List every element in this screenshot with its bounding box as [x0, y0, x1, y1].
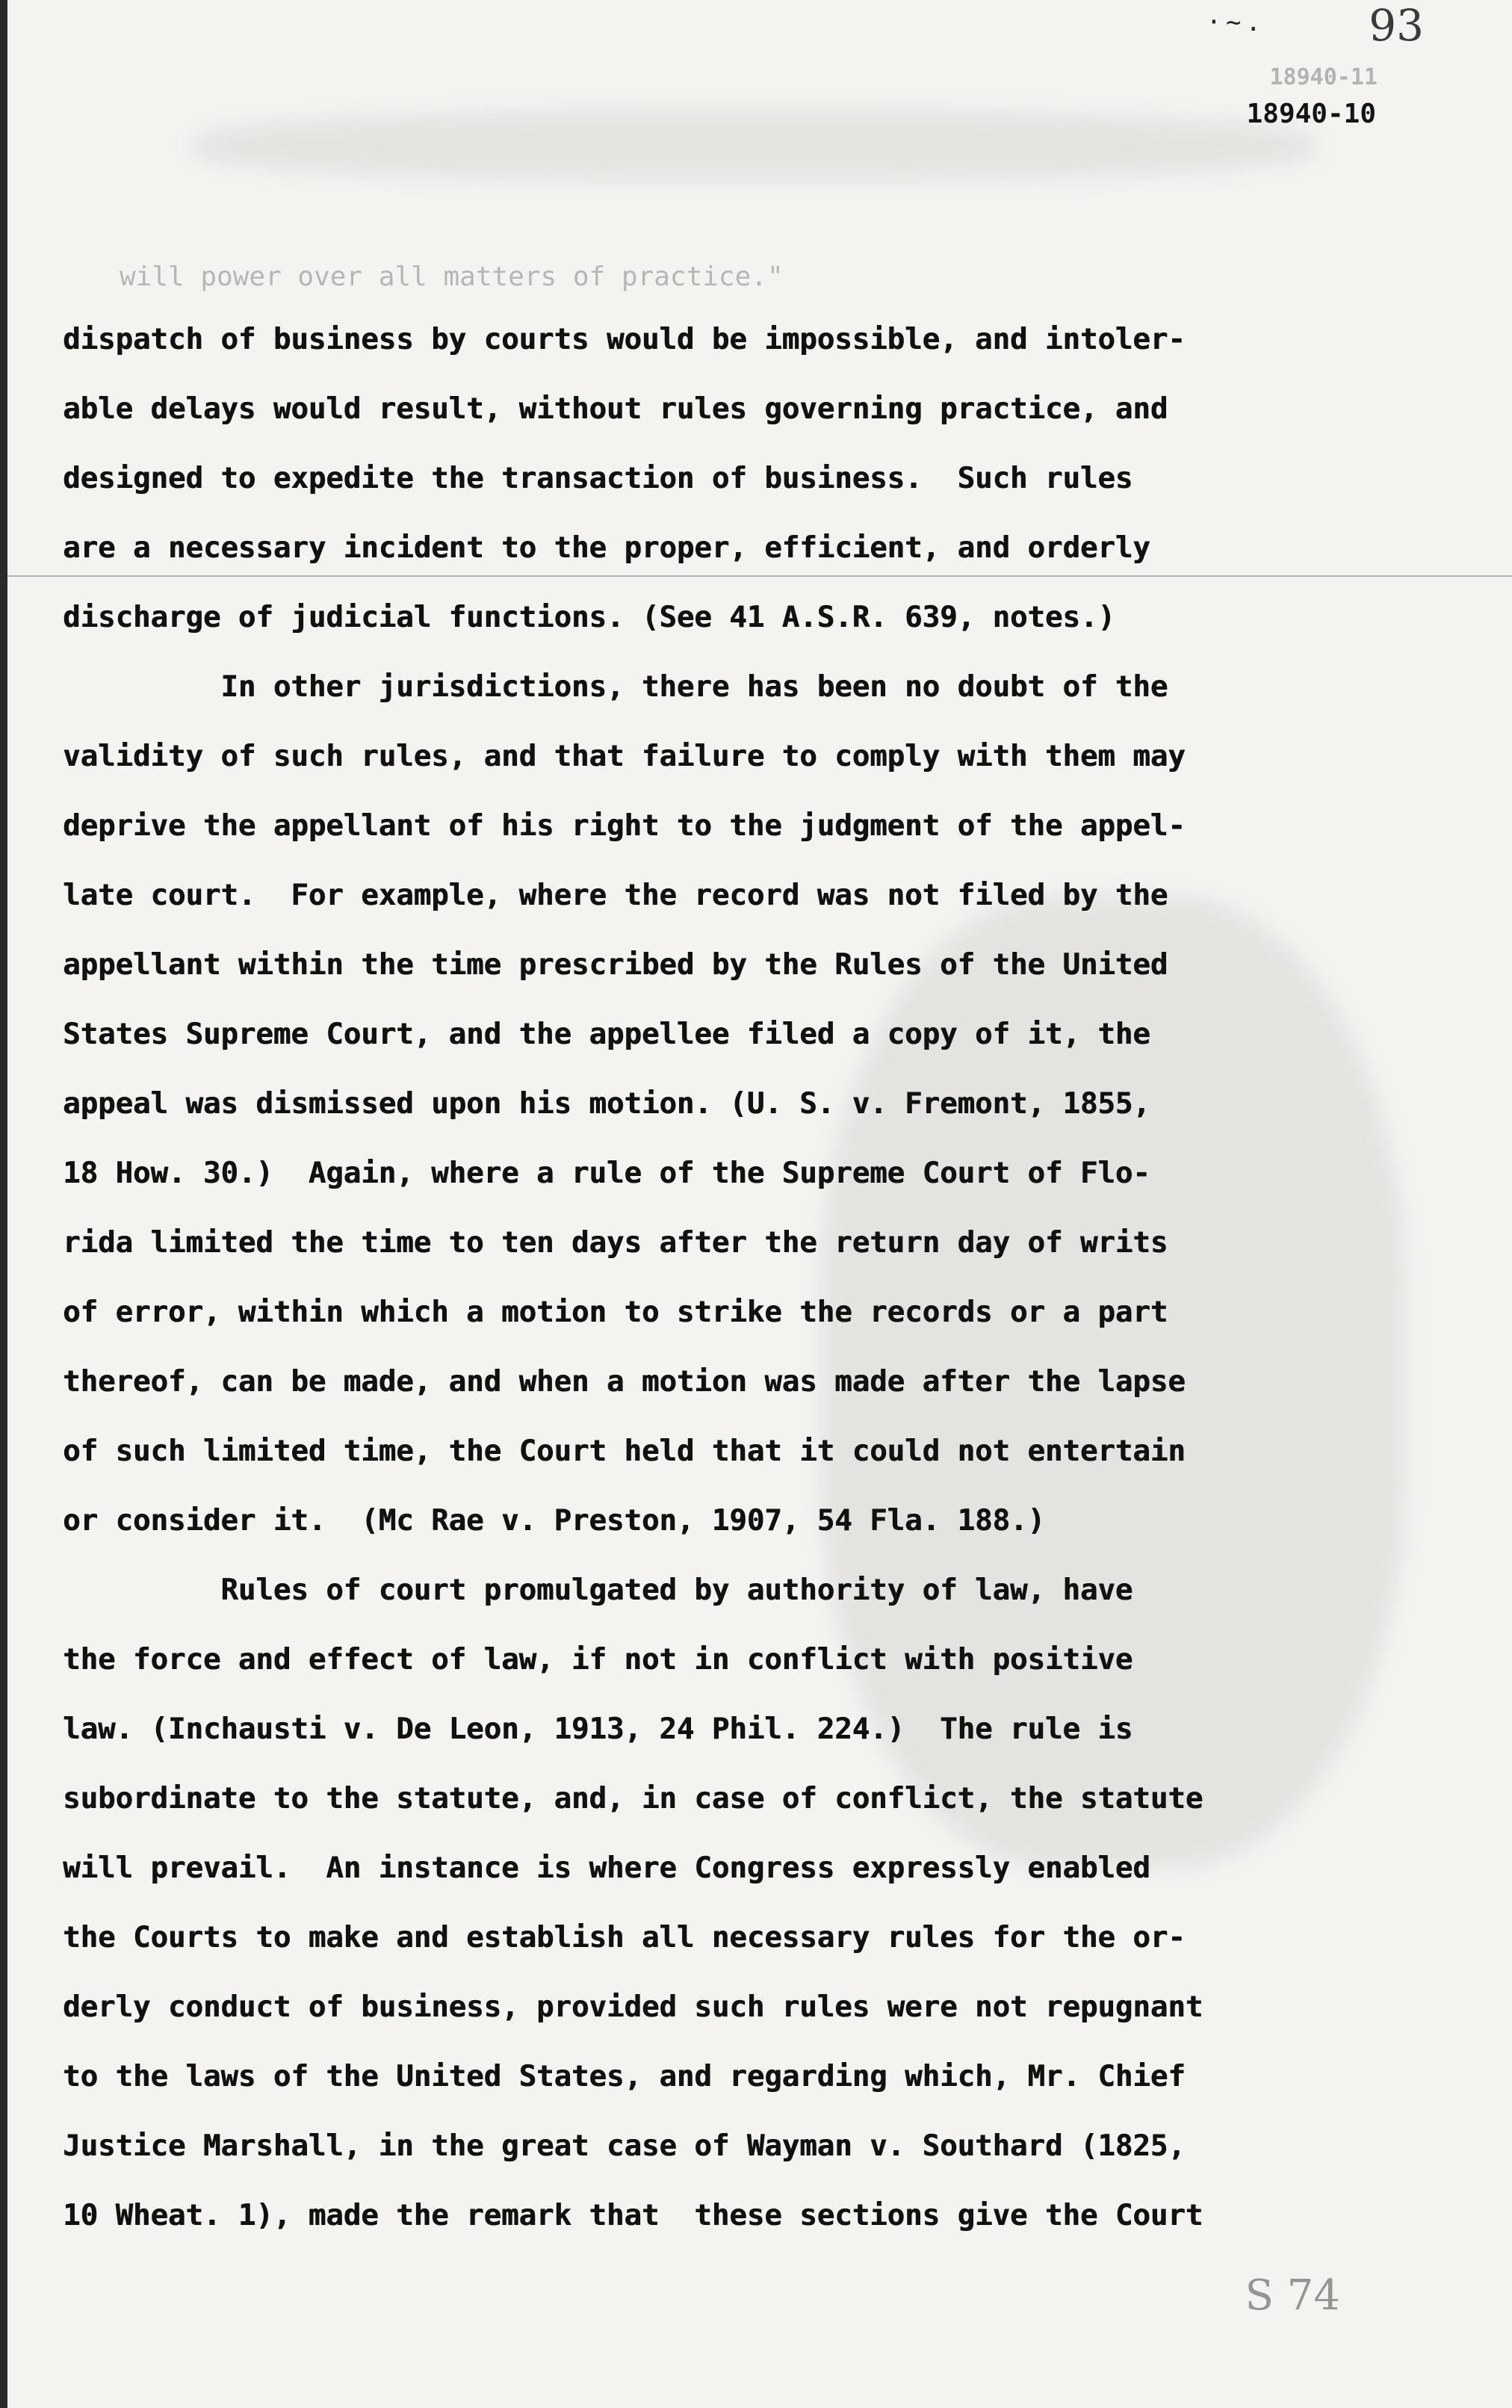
text-line: will prevail. An instance is where Congress expressly enabled: [63, 1851, 1150, 1885]
text-line: subordinate to the statute, and, in case of conflict, the statute: [63, 1782, 1203, 1816]
text-line: Rules of court promulgated by authority of law, have: [63, 1573, 1133, 1607]
text-line: late court. For example, where the record was not filed by the: [63, 879, 1168, 912]
text-line: derly conduct of business, provided such rules were not repugnant: [63, 1990, 1203, 2024]
text-line: 10 Wheat. 1), made the remark that these sections give the Court: [63, 2199, 1203, 2232]
text-line: to the laws of the United States, and regarding which, Mr. Chief: [63, 2060, 1186, 2093]
text-line: Justice Marshall, in the great case of Wayman v. Southard (1825,: [63, 2129, 1186, 2163]
text-line: deprive the appellant of his right to the judgment of the appel-: [63, 809, 1186, 843]
scan-smudge: [194, 112, 1315, 179]
text-line: able delays would result, without rules governing practice, and: [63, 392, 1168, 426]
page-number: 93: [1369, 0, 1424, 51]
reference-number: 18940-10: [1246, 99, 1376, 129]
scan-edge: [0, 0, 7, 2408]
text-line: 18 How. 30.) Again, where a rule of the Supreme Court of Flo-: [63, 1157, 1150, 1190]
text-line: are a necessary incident to the proper, efficient, and orderly: [63, 531, 1150, 565]
text-line: appellant within the time prescribed by the Rules of the United: [63, 948, 1168, 982]
ghost-reference-number: 18940-11: [1269, 64, 1378, 90]
text-line: the Courts to make and establish all necessary rules for the or-: [63, 1921, 1186, 1954]
text-line: the force and effect of law, if not in conflict with positive: [63, 1643, 1133, 1677]
text-line: designed to expedite the transaction of business. Such rules: [63, 462, 1133, 495]
text-line: dispatch of business by courts would be impossible, and intoler-: [63, 323, 1186, 356]
bleed-through-text: will power over all matters of practice.": [120, 261, 784, 292]
text-line: thereof, can be made, and when a motion was made after the lapse: [63, 1365, 1186, 1399]
text-line: discharge of judicial functions. (See 41 A.S.R. 639, notes.): [63, 601, 1115, 634]
footer-stamp: S 74: [1245, 2271, 1340, 2320]
text-line: appeal was dismissed upon his motion. (U. S. v. Fremont, 1855,: [63, 1087, 1150, 1121]
text-line: In other jurisdictions, there has been no doubt of the: [63, 670, 1168, 704]
text-line: States Supreme Court, and the appellee filed a copy of it, the: [63, 1018, 1150, 1051]
corner-marks: ·~.: [1206, 7, 1265, 37]
text-line: of error, within which a motion to strike the records or a part: [63, 1296, 1168, 1329]
text-line: validity of such rules, and that failure to comply with them may: [63, 740, 1186, 773]
text-line: rida limited the time to ten days after the return day of writs: [63, 1226, 1168, 1260]
text-line: or consider it. (Mc Rae v. Preston, 1907, 54 Fla. 188.): [63, 1504, 1045, 1538]
text-line: law. (Inchausti v. De Leon, 1913, 24 Phil. 224.) The rule is: [63, 1712, 1133, 1746]
text-line: of such limited time, the Court held that it could not entertain: [63, 1434, 1186, 1468]
document-body: [63, 305, 1407, 2250]
